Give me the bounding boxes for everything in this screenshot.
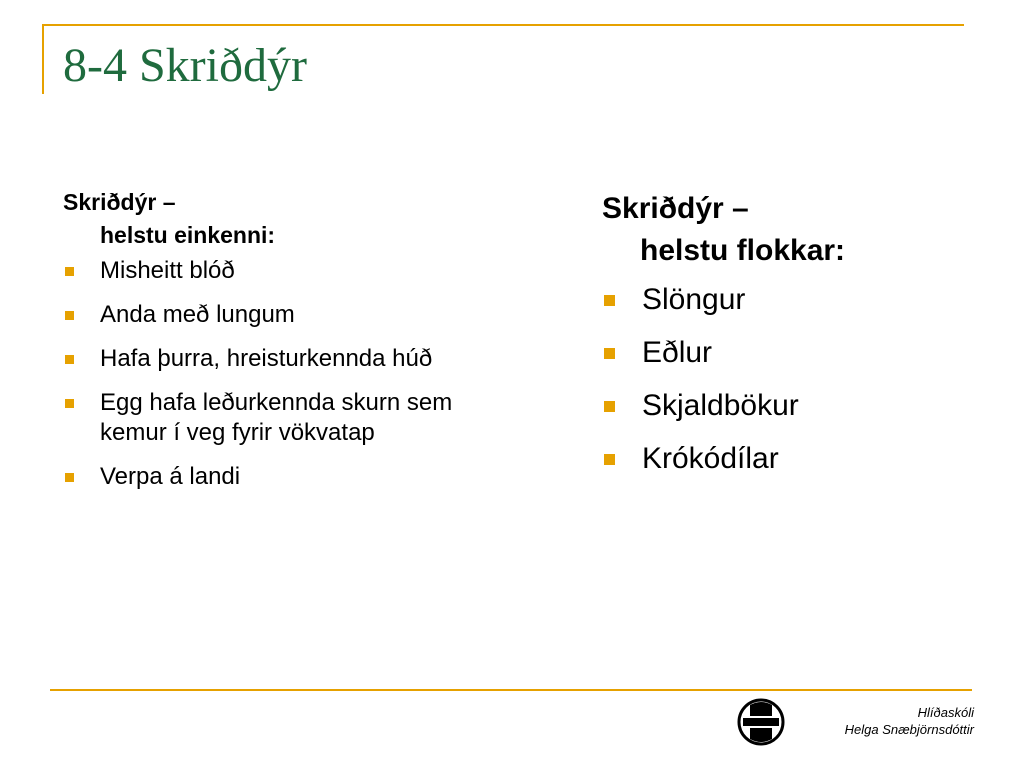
top-divider: [42, 24, 964, 26]
list-item-text: Hafa þurra, hreisturkennda húð: [100, 345, 433, 372]
bullet-square-icon: [604, 348, 615, 359]
list-item-text: Skjaldbökur: [642, 389, 799, 422]
left-heading-line1: Skriðdýr –: [63, 189, 176, 215]
list-item: [63, 344, 513, 374]
list-item-text: Slöngur: [642, 283, 746, 316]
groups-list: [602, 282, 982, 477]
list-item: [602, 335, 982, 371]
list-item-text: Misheitt blóð: [100, 257, 235, 284]
list-item: [63, 462, 513, 492]
right-column: [602, 188, 982, 477]
bullet-square-icon: [65, 311, 74, 320]
list-item-text: Anda með lungum: [100, 301, 295, 328]
right-heading: [602, 188, 982, 272]
list-item: [602, 282, 982, 318]
right-heading-line2: helstu flokkar:: [640, 234, 846, 267]
footer-credits: [845, 704, 974, 738]
list-item-text: Verpa á landi: [100, 463, 241, 490]
left-heading-line2: helstu einkenni:: [100, 222, 276, 248]
bullet-square-icon: [604, 295, 615, 306]
list-item-text: Egg hafa leðurkennda skurn sem kemur í veg fyrir vökvatap: [100, 389, 453, 446]
left-divider: [42, 24, 44, 94]
bullet-square-icon: [65, 267, 74, 276]
list-item: [602, 441, 982, 477]
left-heading: [63, 186, 513, 252]
bullet-square-icon: [65, 399, 74, 408]
list-item: [63, 300, 513, 330]
bullet-square-icon: [604, 454, 615, 465]
bullet-square-icon: [65, 355, 74, 364]
left-column: [63, 186, 513, 492]
footer-author: Helga Snæbjörnsdóttir: [844, 722, 974, 737]
list-item: [602, 388, 982, 424]
bullet-square-icon: [65, 473, 74, 482]
footer-school: Hlíðaskóli: [917, 705, 974, 720]
bullet-square-icon: [604, 401, 615, 412]
school-logo-icon: [736, 697, 786, 747]
slide-title: 8-4 Skriðdýr: [63, 39, 307, 92]
list-item: [63, 256, 513, 286]
right-heading-line1: Skriðdýr –: [602, 192, 749, 225]
list-item-text: Eðlur: [642, 336, 713, 369]
characteristics-list: [63, 256, 513, 492]
list-item-text: Krókódílar: [642, 442, 779, 475]
list-item: [63, 388, 513, 448]
bottom-divider: [50, 689, 972, 691]
